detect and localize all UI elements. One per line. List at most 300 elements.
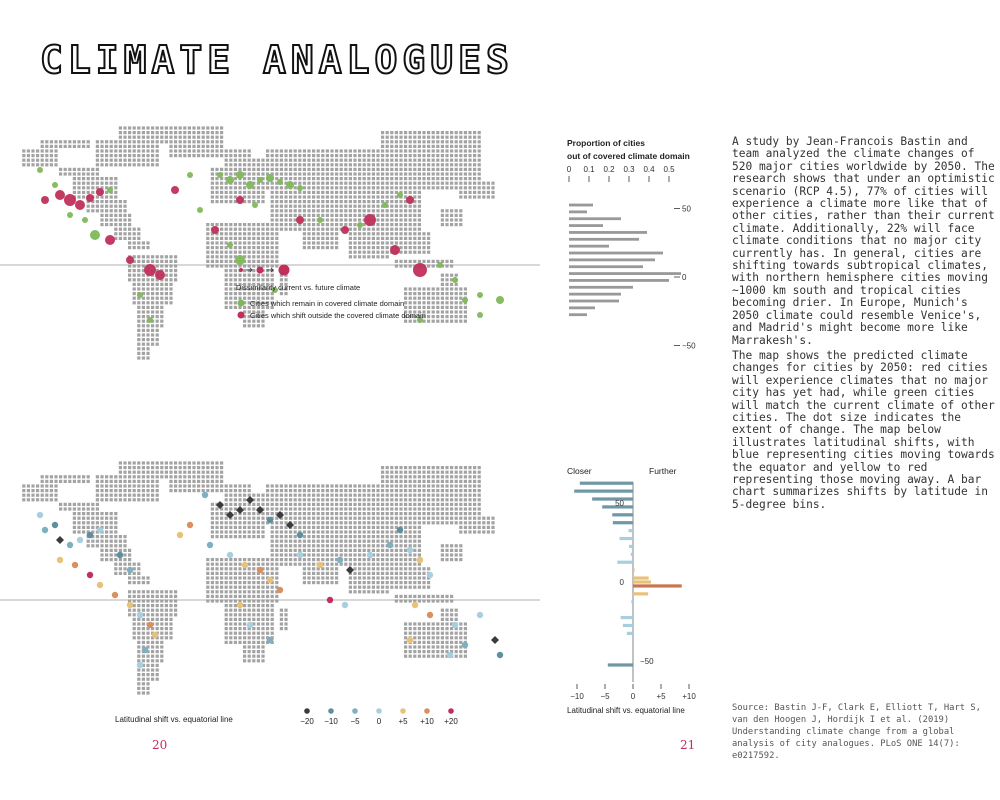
land-dot — [321, 558, 324, 561]
land-dot — [114, 149, 117, 152]
land-dot — [151, 324, 154, 327]
land-dot — [45, 480, 48, 483]
land-dot — [321, 209, 324, 212]
land-dot — [326, 581, 329, 584]
land-dot — [390, 154, 393, 157]
land-dot — [353, 521, 356, 524]
land-dot — [459, 218, 462, 221]
land-dot — [358, 567, 361, 570]
land-dot — [234, 572, 237, 575]
land-dot — [418, 168, 421, 171]
land-dot — [381, 586, 384, 589]
land-dot — [137, 255, 140, 258]
land-dot — [128, 269, 131, 272]
land-dot — [110, 159, 113, 162]
land-dot — [459, 489, 462, 492]
land-dot — [386, 572, 389, 575]
land-dot — [307, 172, 310, 175]
land-dot — [192, 484, 195, 487]
land-dot — [376, 237, 379, 240]
land-dot — [372, 149, 375, 152]
land-dot — [284, 503, 287, 506]
land-dot — [160, 475, 163, 478]
land-dot — [211, 586, 214, 589]
land-dot — [390, 567, 393, 570]
land-dot — [280, 526, 283, 529]
land-dot — [110, 521, 113, 524]
land-dot — [123, 567, 126, 570]
land-dot — [372, 563, 375, 566]
land-dot — [427, 475, 430, 478]
land-dot — [114, 563, 117, 566]
land-dot — [202, 489, 205, 492]
bar — [629, 529, 633, 532]
land-dot — [399, 186, 402, 189]
land-dot — [395, 232, 398, 235]
city-marker — [297, 532, 303, 538]
land-dot — [464, 145, 467, 148]
land-dot — [344, 172, 347, 175]
land-dot — [110, 530, 113, 533]
land-dot — [413, 581, 416, 584]
city-marker — [257, 567, 263, 573]
land-dot — [303, 182, 306, 185]
land-dot — [418, 595, 421, 598]
land-dot — [280, 172, 283, 175]
land-dot — [303, 512, 306, 515]
land-dot — [229, 154, 232, 157]
land-dot — [215, 182, 218, 185]
land-dot — [27, 163, 30, 166]
land-dot — [349, 553, 352, 556]
land-dot — [202, 126, 205, 129]
land-dot — [206, 232, 209, 235]
land-dot — [376, 228, 379, 231]
land-dot — [372, 205, 375, 208]
land-dot — [68, 475, 71, 478]
land-dot — [156, 595, 159, 598]
land-dot — [478, 489, 481, 492]
land-dot — [404, 572, 407, 575]
land-dot — [151, 126, 154, 129]
land-dot — [211, 507, 214, 510]
city-marker — [267, 577, 273, 583]
land-dot — [54, 480, 57, 483]
land-dot — [27, 484, 30, 487]
land-dot — [96, 154, 99, 157]
land-dot — [229, 498, 232, 501]
land-dot — [271, 223, 274, 226]
land-dot — [404, 595, 407, 598]
land-dot — [137, 315, 140, 318]
land-dot — [298, 544, 301, 547]
land-dot — [220, 228, 223, 231]
land-dot — [445, 223, 448, 226]
land-dot — [326, 540, 329, 543]
land-dot — [225, 521, 228, 524]
land-dot — [436, 645, 439, 648]
land-dot — [404, 535, 407, 538]
land-dot — [372, 521, 375, 524]
land-dot — [220, 195, 223, 198]
land-dot — [188, 131, 191, 134]
land-dot — [289, 553, 292, 556]
land-dot — [41, 484, 44, 487]
land-dot — [418, 622, 421, 625]
land-dot — [376, 186, 379, 189]
land-dot — [82, 191, 85, 194]
land-dot — [257, 595, 260, 598]
land-dot — [137, 329, 140, 332]
land-dot — [151, 618, 154, 621]
land-dot — [146, 352, 149, 355]
land-dot — [165, 627, 168, 630]
land-dot — [119, 544, 122, 547]
land-dot — [275, 241, 278, 244]
land-dot — [409, 228, 412, 231]
land-dot — [436, 622, 439, 625]
land-dot — [367, 205, 370, 208]
land-dot — [358, 232, 361, 235]
land-dot — [372, 530, 375, 533]
land-dot — [91, 205, 94, 208]
land-dot — [312, 186, 315, 189]
land-dot — [243, 163, 246, 166]
land-dot — [211, 530, 214, 533]
land-dot — [381, 154, 384, 157]
land-dot — [395, 563, 398, 566]
land-dot — [114, 228, 117, 231]
bar — [633, 576, 649, 579]
land-dot — [197, 471, 200, 474]
land-dot — [455, 517, 458, 520]
land-dot — [156, 622, 159, 625]
land-dot — [234, 567, 237, 570]
land-dot — [409, 558, 412, 561]
land-dot — [445, 168, 448, 171]
land-dot — [119, 149, 122, 152]
land-dot — [455, 636, 458, 639]
land-dot — [137, 609, 140, 612]
land-dot — [266, 507, 269, 510]
land-dot — [275, 154, 278, 157]
land-dot — [248, 586, 251, 589]
land-dot — [266, 512, 269, 515]
city-marker — [82, 217, 88, 223]
land-dot — [395, 205, 398, 208]
land-dot — [298, 159, 301, 162]
bar — [569, 217, 621, 220]
land-dot — [123, 126, 126, 129]
land-dot — [105, 549, 108, 552]
land-dot — [280, 223, 283, 226]
land-dot — [77, 172, 80, 175]
land-dot — [450, 163, 453, 166]
land-dot — [234, 521, 237, 524]
legend-swatch — [376, 708, 382, 714]
land-dot — [100, 475, 103, 478]
land-dot — [487, 186, 490, 189]
land-dot — [459, 159, 462, 162]
bar — [627, 632, 633, 635]
land-dot — [381, 567, 384, 570]
land-dot — [468, 480, 471, 483]
land-dot — [312, 205, 315, 208]
land-dot — [119, 154, 122, 157]
land-dot — [418, 480, 421, 483]
land-dot — [248, 641, 251, 644]
land-dot — [123, 572, 126, 575]
land-dot — [422, 636, 425, 639]
land-dot — [275, 553, 278, 556]
land-dot — [413, 466, 416, 469]
body-paragraph-2: The map shows the predicted climate changes for cities by 2050: red cities will experience climates that no major city has yet had, while green cities will match the current climate of other cities. The dot size indicates the extent of change. The map below illustrates latitudinal shifts, with blue representing cities moving towards the equator and yellow to red representing those moving away. A bar chart summarizes shifts by latitude in 5-degree bins. — [732, 349, 995, 511]
land-dot — [358, 255, 361, 258]
land-dot — [441, 512, 444, 515]
land-dot — [409, 154, 412, 157]
land-dot — [271, 484, 274, 487]
land-dot — [464, 149, 467, 152]
city-marker — [96, 188, 104, 196]
land-dot — [110, 498, 113, 501]
land-dot — [349, 494, 352, 497]
land-dot — [100, 540, 103, 543]
land-dot — [335, 182, 338, 185]
land-dot — [376, 503, 379, 506]
land-dot — [326, 241, 329, 244]
land-dot — [50, 159, 53, 162]
land-dot — [234, 494, 237, 497]
land-dot — [344, 517, 347, 520]
land-dot — [413, 246, 416, 249]
land-dot — [248, 636, 251, 639]
land-dot — [257, 191, 260, 194]
land-dot — [367, 503, 370, 506]
land-dot — [473, 182, 476, 185]
land-dot — [418, 632, 421, 635]
land-dot — [238, 590, 241, 593]
land-dot — [206, 246, 209, 249]
land-dot — [215, 484, 218, 487]
land-dot — [137, 572, 140, 575]
land-dot — [77, 512, 80, 515]
land-dot — [317, 521, 320, 524]
land-dot — [432, 480, 435, 483]
land-dot — [91, 177, 94, 180]
land-dot — [303, 503, 306, 506]
land-dot — [427, 145, 430, 148]
land-dot — [395, 581, 398, 584]
city-marker — [57, 557, 63, 563]
land-dot — [441, 558, 444, 561]
land-dot — [225, 576, 228, 579]
land-dot — [330, 159, 333, 162]
land-dot — [96, 209, 99, 212]
land-dot — [404, 168, 407, 171]
land-dot — [257, 168, 260, 171]
land-dot — [413, 140, 416, 143]
land-dot — [252, 535, 255, 538]
land-dot — [404, 521, 407, 524]
land-dot — [376, 563, 379, 566]
land-dot — [238, 159, 241, 162]
land-dot — [294, 517, 297, 520]
land-dot — [307, 553, 310, 556]
land-dot — [395, 214, 398, 217]
land-dot — [395, 535, 398, 538]
land-dot — [225, 563, 228, 566]
land-dot — [169, 595, 172, 598]
city-marker — [387, 542, 393, 548]
land-dot — [326, 512, 329, 515]
land-dot — [183, 471, 186, 474]
land-dot — [238, 149, 241, 152]
land-dot — [372, 590, 375, 593]
land-dot — [326, 172, 329, 175]
land-dot — [156, 260, 159, 263]
land-dot — [271, 618, 274, 621]
land-dot — [363, 530, 366, 533]
land-dot — [376, 558, 379, 561]
land-dot — [128, 145, 131, 148]
land-dot — [225, 507, 228, 510]
land-dot — [156, 613, 159, 616]
land-dot — [294, 507, 297, 510]
land-dot — [326, 200, 329, 203]
land-dot — [450, 209, 453, 212]
land-dot — [243, 655, 246, 658]
land-dot — [321, 489, 324, 492]
land-dot — [330, 154, 333, 157]
land-dot — [363, 586, 366, 589]
land-dot — [395, 576, 398, 579]
land-dot — [146, 636, 149, 639]
land-dot — [307, 549, 310, 552]
land-dot — [386, 590, 389, 593]
land-dot — [358, 195, 361, 198]
land-dot — [238, 251, 241, 254]
land-dot — [409, 503, 412, 506]
land-dot — [445, 218, 448, 221]
land-dot — [183, 466, 186, 469]
land-dot — [344, 154, 347, 157]
land-dot — [142, 627, 145, 630]
land-dot — [142, 655, 145, 658]
land-dot — [156, 145, 159, 148]
land-dot — [340, 214, 343, 217]
land-dot — [399, 475, 402, 478]
land-dot — [91, 521, 94, 524]
land-dot — [427, 232, 430, 235]
land-dot — [307, 246, 310, 249]
land-dot — [271, 613, 274, 616]
land-dot — [266, 149, 269, 152]
land-dot — [326, 494, 329, 497]
land-dot — [220, 558, 223, 561]
land-dot — [381, 241, 384, 244]
land-dot — [432, 521, 435, 524]
land-dot — [87, 521, 90, 524]
land-dot — [399, 494, 402, 497]
land-dot — [133, 278, 136, 281]
land-dot — [133, 131, 136, 134]
land-dot — [303, 232, 306, 235]
city-marker — [317, 217, 323, 223]
land-dot — [289, 494, 292, 497]
land-dot — [192, 126, 195, 129]
land-dot — [133, 145, 136, 148]
land-dot — [156, 650, 159, 653]
land-dot — [284, 540, 287, 543]
land-dot — [353, 241, 356, 244]
land-dot — [344, 549, 347, 552]
land-dot — [464, 154, 467, 157]
land-dot — [137, 149, 140, 152]
city-marker — [202, 492, 208, 498]
land-dot — [376, 209, 379, 212]
land-dot — [77, 168, 80, 171]
land-dot — [367, 572, 370, 575]
land-dot — [77, 526, 80, 529]
land-dot — [257, 172, 260, 175]
land-dot — [464, 503, 467, 506]
land-dot — [215, 461, 218, 464]
land-dot — [105, 521, 108, 524]
land-dot — [110, 177, 113, 180]
land-dot — [257, 494, 260, 497]
land-dot — [409, 627, 412, 630]
land-dot — [307, 540, 310, 543]
land-dot — [432, 149, 435, 152]
land-dot — [358, 214, 361, 217]
land-dot — [317, 512, 320, 515]
land-dot — [266, 232, 269, 235]
land-dot — [307, 205, 310, 208]
land-dot — [215, 154, 218, 157]
land-dot — [146, 494, 149, 497]
land-dot — [133, 241, 136, 244]
land-dot — [174, 255, 177, 258]
land-dot — [261, 632, 264, 635]
land-dot — [192, 140, 195, 143]
land-dot — [252, 255, 255, 258]
land-dot — [326, 186, 329, 189]
land-dot — [445, 489, 448, 492]
land-dot — [156, 609, 159, 612]
land-dot — [294, 205, 297, 208]
land-dot — [142, 484, 145, 487]
land-dot — [133, 622, 136, 625]
land-dot — [243, 149, 246, 152]
land-dot — [399, 549, 402, 552]
land-dot — [294, 535, 297, 538]
land-dot — [248, 191, 251, 194]
land-dot — [160, 287, 163, 290]
land-dot — [169, 154, 172, 157]
land-dot — [137, 154, 140, 157]
land-dot — [156, 333, 159, 336]
land-dot — [165, 283, 168, 286]
land-dot — [280, 558, 283, 561]
land-dot — [229, 149, 232, 152]
land-dot — [243, 521, 246, 524]
land-dot — [54, 489, 57, 492]
land-dot — [358, 494, 361, 497]
land-dot — [142, 297, 145, 300]
land-dot — [289, 507, 292, 510]
land-dot — [211, 136, 214, 139]
land-dot — [330, 149, 333, 152]
